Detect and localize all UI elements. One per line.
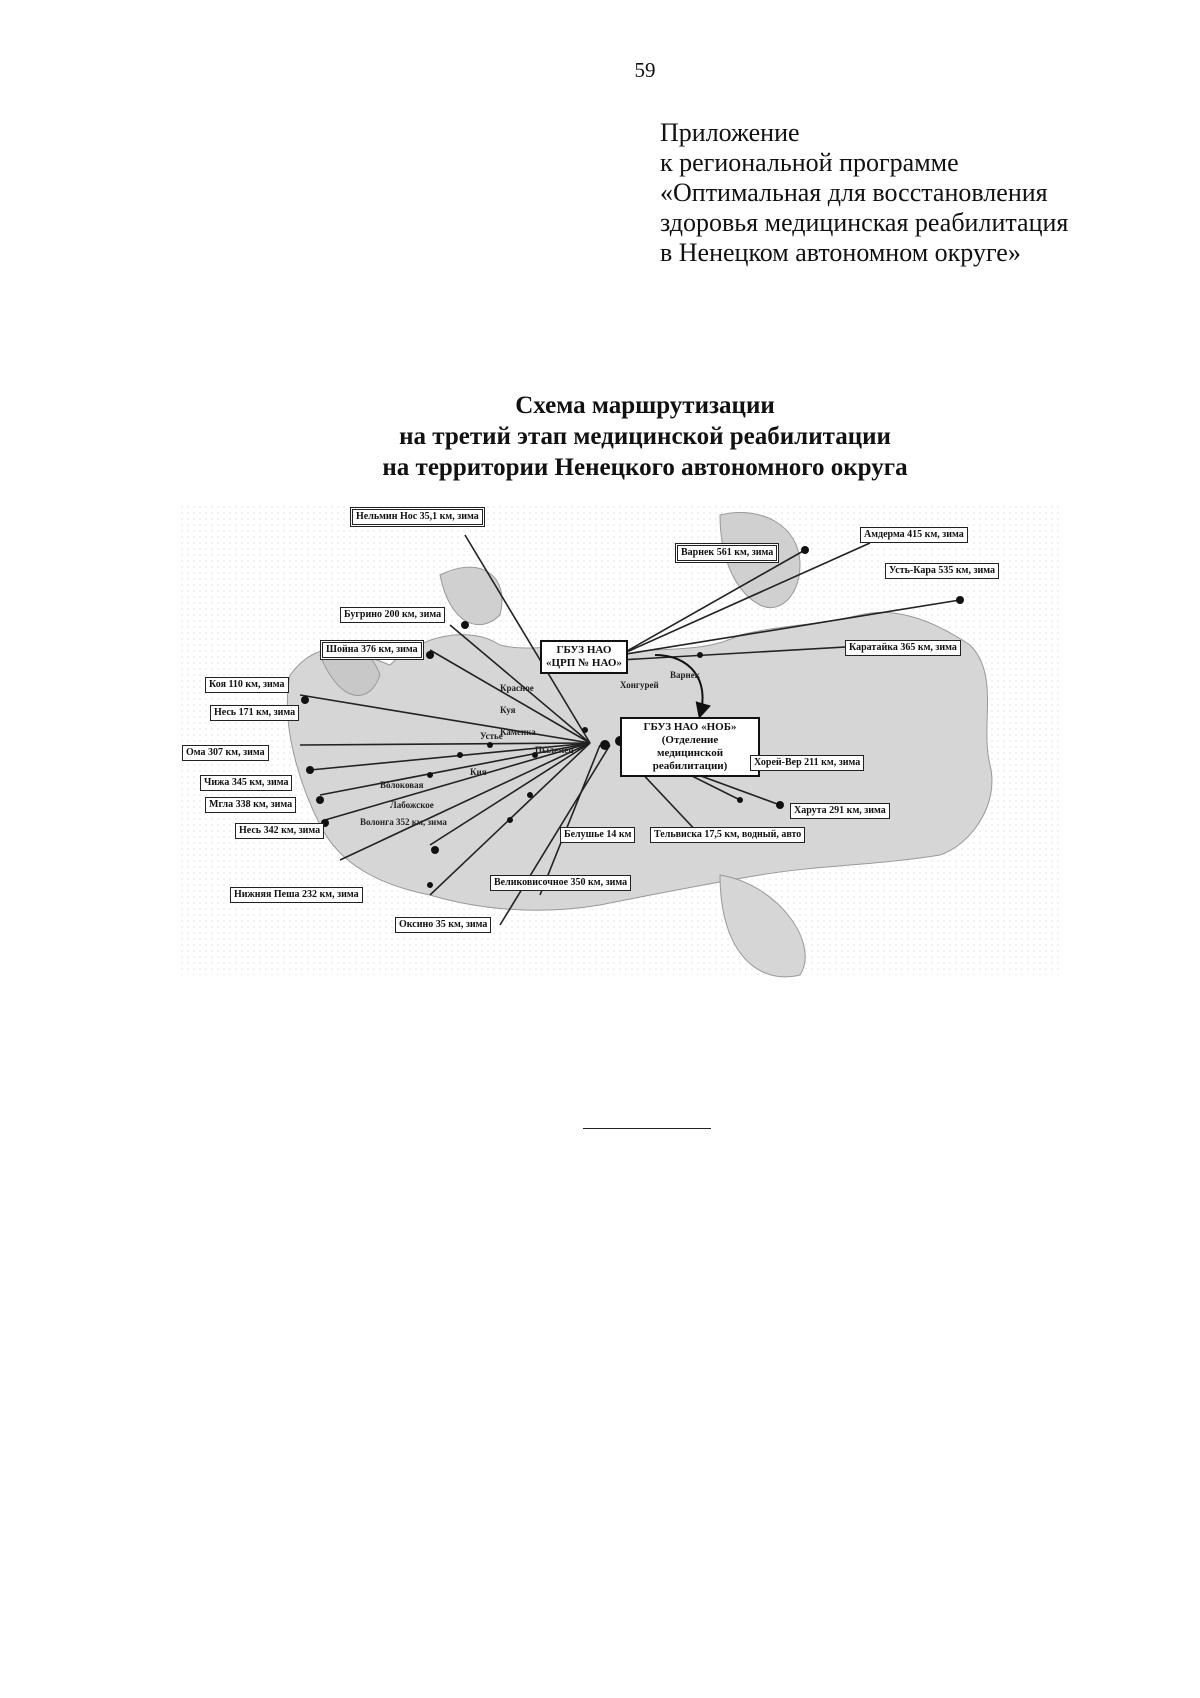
route-label: Мгла 338 км, зима (205, 797, 296, 813)
route-label: Чижа 345 км, зима (200, 775, 292, 791)
route-label: Белушье 14 км (560, 827, 635, 843)
appendix-line: к региональной программе (660, 148, 959, 177)
route-label: Нижняя Пеша 232 км, зима (230, 887, 363, 903)
route-label: Усть-Кара 535 км, зима (885, 563, 999, 579)
appendix-line: в Ненецком автономном округе» (660, 238, 1021, 267)
appendix-block (660, 118, 1068, 268)
closing-rule (583, 1128, 711, 1129)
hub-primary: ГБУЗ НАО «ЦРП № НАО» (540, 640, 628, 674)
route-label: Тельвиска 17,5 км, водный, авто (650, 827, 805, 843)
document-title (0, 390, 1200, 483)
route-label: Волонга 352 км, зима (360, 817, 447, 827)
routing-map (180, 505, 1060, 1025)
route-label: Несь 171 км, зима (210, 705, 299, 721)
route-label: Несь 342 км, зима (235, 823, 324, 839)
route-label: Оксино 35 км, зима (395, 917, 491, 933)
settlement-label: Куя (500, 705, 516, 715)
title-line: Схема маршрутизации (515, 392, 775, 419)
route-label: Бугрино 200 км, зима (340, 607, 445, 623)
page-number: 59 (634, 58, 656, 82)
title-line: на территории Ненецкого автономного округа (382, 454, 908, 481)
route-label: Хорей-Вер 211 км, зима (750, 755, 864, 771)
route-label: Ома 307 км, зима (182, 745, 269, 761)
route-label: Шойна 376 км, зима (320, 640, 424, 660)
settlement-label: Хонгурей (620, 680, 659, 690)
route-label: Каратайка 365 км, зима (845, 640, 961, 656)
hub-secondary: ГБУЗ НАО «НОБ» (Отделение медицинской реабилитации) (620, 717, 760, 777)
settlement-label: Варнек (670, 670, 700, 680)
route-label: Варнек 561 км, зима (675, 543, 779, 563)
route-label: Амдерма 415 км, зима (860, 527, 968, 543)
appendix-line: «Оптимальная для восстановления (660, 178, 1048, 207)
settlement-label: Лабожское (390, 800, 434, 810)
settlement-label: Кия (470, 767, 487, 777)
settlement-label: Пылемец (535, 745, 574, 755)
settlement-label: Каменка (500, 727, 536, 737)
appendix-line: здоровья медицинская реабилитация (660, 208, 1069, 237)
route-label: Великовисочное 350 км, зима (490, 875, 631, 891)
settlement-label: Красное (500, 683, 534, 693)
appendix-line: Приложение (660, 118, 800, 147)
route-label: Харута 291 км, зима (790, 803, 890, 819)
route-label: Нельмин Нос 35,1 км, зима (350, 507, 485, 527)
title-line: на третий этап медицинской реабилитации (399, 423, 891, 450)
settlement-label: Устье (480, 731, 503, 741)
settlement-label: Волоковая (380, 780, 424, 790)
route-label: Коя 110 км, зима (205, 677, 289, 693)
